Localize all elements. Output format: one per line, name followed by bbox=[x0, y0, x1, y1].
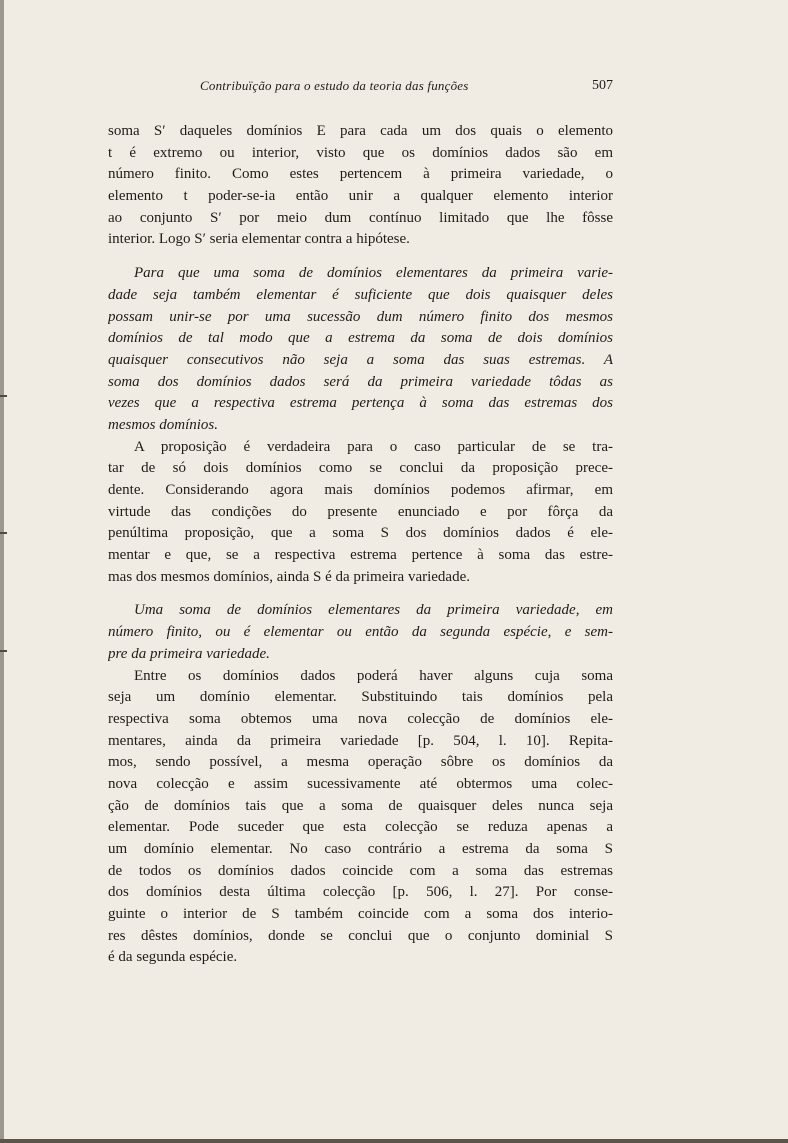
text-line: elemento t poder-se-ia então unir a qualquer elemento interior bbox=[108, 188, 613, 205]
text-line: um domínio elementar. No caso contrário a estrema da soma S bbox=[108, 841, 613, 857]
paragraph-1 bbox=[108, 121, 613, 251]
text-line: quaisquer consecutivos não seja a soma das suas estremas. A bbox=[108, 351, 613, 368]
text-line: número finito. Como estes pertencem à primeira variedade, o bbox=[108, 166, 613, 183]
text-line: elementar. Pode suceder que esta colecção se reduza apenas a bbox=[108, 819, 613, 836]
text-line: mas dos mesmos domínios, ainda S é da primeira variedade. bbox=[108, 568, 470, 585]
margin-mark bbox=[0, 395, 7, 397]
text-line: A proposição é verdadeira para o caso particular de se tra- bbox=[134, 438, 613, 455]
text-line: Entre os domínios dados poderá haver alguns cuja soma bbox=[134, 667, 613, 684]
text-line: de todos os domínios dados coincide com a soma das estremas bbox=[108, 862, 613, 879]
paragraph-gap bbox=[108, 251, 613, 263]
paragraph-gap bbox=[108, 588, 613, 600]
page-bottom-edge bbox=[0, 1139, 788, 1143]
text-line: tar de só dois domínios como se conclui da proposição prece- bbox=[108, 460, 613, 477]
text-line: nova colecção e assim sucessivamente até obtermos uma colec- bbox=[108, 775, 613, 792]
page-text bbox=[108, 121, 613, 969]
text-line: dade seja também elementar é suficiente que dois quaisquer deles bbox=[108, 286, 613, 303]
page-number: 507 bbox=[592, 78, 613, 93]
paragraph-3 bbox=[108, 437, 613, 589]
text-line: t é extremo ou interior, visto que os domínios dados são em bbox=[108, 144, 613, 161]
margin-mark bbox=[0, 650, 7, 652]
page-header bbox=[108, 78, 613, 98]
text-line: Para que uma soma de domínios elementares da primeira varie- bbox=[134, 265, 613, 282]
running-title: Contribuïção para o estudo da teoria das funções bbox=[200, 78, 469, 93]
text-line: dos domínios desta última colecção [p. 506, l. 27]. Por conse- bbox=[108, 884, 613, 901]
text-line: dente. Considerando agora mais domínios podemos afirmar, em bbox=[108, 482, 613, 498]
text-line: virtude das condições do presente enunciado e por fôrça da bbox=[108, 503, 613, 520]
page-binding-edge bbox=[0, 0, 4, 1143]
text-line: seja um domínio elementar. Substituindo tais domínios pela bbox=[108, 689, 613, 706]
paragraph-5 bbox=[108, 666, 613, 970]
text-line: ção de domínios tais que a soma de quaisquer deles nunca seja bbox=[108, 797, 613, 814]
text-line: soma S′ daqueles domínios E para cada um dos quais o elemento bbox=[108, 123, 613, 139]
text-line: mesmos domínios. bbox=[108, 416, 219, 433]
text-line: interior. Logo S′ seria elementar contra a hipótese. bbox=[108, 231, 410, 248]
text-line: é da segunda espécie. bbox=[108, 949, 238, 966]
text-line: mentares, ainda da primeira variedade [p. 504, l. 10]. Repita- bbox=[108, 732, 613, 749]
paragraph-4-proposition bbox=[108, 600, 613, 665]
text-line: guinte o interior de S também coincide com a soma dos interio- bbox=[108, 906, 613, 923]
margin-mark bbox=[0, 532, 7, 534]
text-line: mos, sendo possível, a mesma operação sôbre os domínios da bbox=[108, 754, 613, 771]
text-line: ao conjunto S′ por meio dum contínuo limitado que lhe fôsse bbox=[108, 209, 613, 226]
text-line: respectiva soma obtemos uma nova colecção de domínios ele- bbox=[108, 710, 613, 727]
text-line: domínios de tal modo que a estrema da soma de dois domínios bbox=[108, 330, 613, 347]
text-line: mentar e que, se a respectiva estrema pertence à soma das estre- bbox=[108, 547, 613, 564]
text-line: soma dos domínios dados será da primeira variedade tôdas as bbox=[108, 373, 613, 390]
text-line: Uma soma de domínios elementares da primeira variedade, em bbox=[134, 602, 613, 619]
text-line: res dêstes domínios, donde se conclui que o conjunto dominial S bbox=[108, 927, 613, 944]
text-line: vezes que a respectiva estrema pertença à soma das estremas dos bbox=[108, 395, 613, 412]
text-line: possam unir-se por uma sucessão dum número finito dos mesmos bbox=[108, 308, 613, 325]
text-line: pre da primeira variedade. bbox=[108, 645, 270, 662]
text-line: penúltima proposição, que a soma S dos domínios dados é ele- bbox=[108, 525, 613, 542]
paragraph-2-proposition bbox=[108, 263, 613, 437]
text-line: número finito, ou é elementar ou então da segunda espécie, e sem- bbox=[108, 624, 613, 641]
